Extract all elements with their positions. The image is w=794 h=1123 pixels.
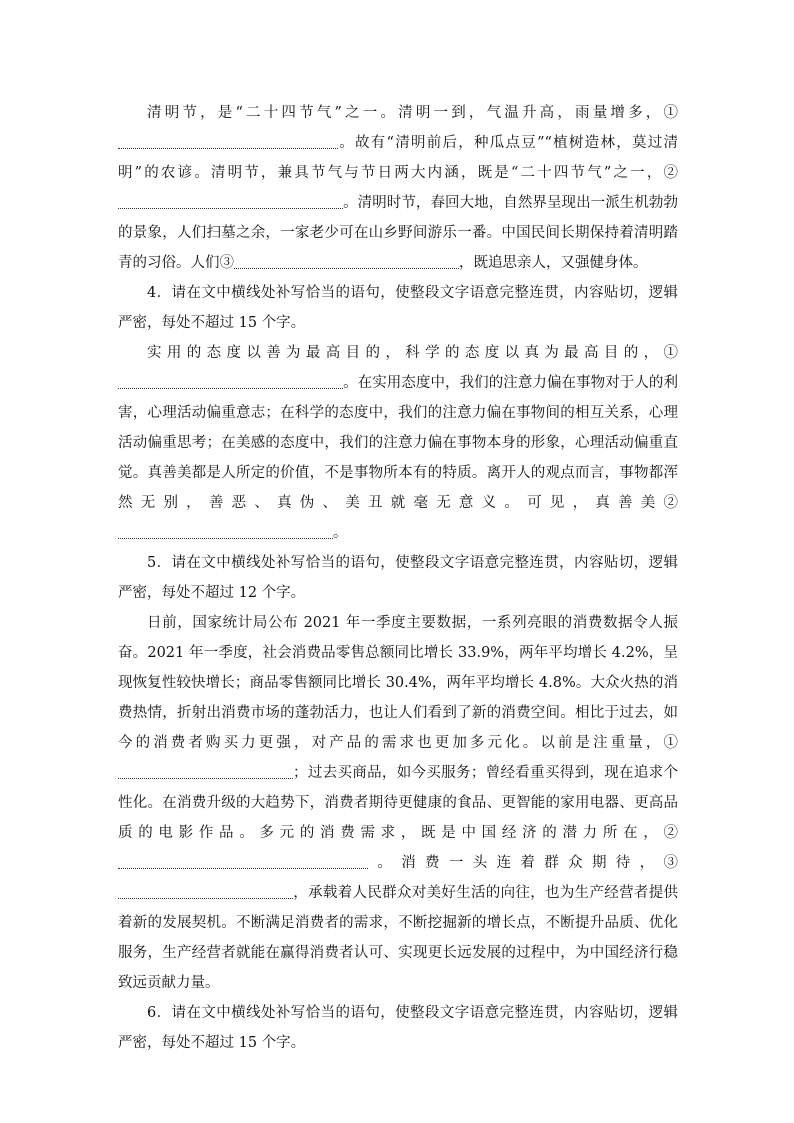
answer-blank-3[interactable] [234,250,459,269]
passage-text: 。 [333,525,348,541]
passage-qingming [118,98,678,278]
blank-marker: ③ [663,855,678,871]
document-page [118,98,678,1058]
passage-text: 日前，国家统计局公布 2021 年一季度主要数据，一系列亮眼的消费数据令人振奋。2021 年一季度，社会消费品零售总额同比增长 33.9%，两年平均增长 4.2%，呈现恢复性较快增长；商品零售额同比增长 30.4%，两年平均增长 4.8%。大众火热的消费热情，折射出消费市场的蓬勃活力，也让人们看到了新的消费空间。相比于过去，如今的消费者购买力更强，对产品的需求也更加多元化。以前是注重量， [118,615,678,751]
passage-text: 。消费一头连着群众期待， [368,855,664,871]
blank-marker: ① [663,735,678,751]
blank-marker: ① [663,345,678,361]
passage-text: 。在实用态度中，我们的注意力偏在事物对于人的利害，心理活动偏重意志；在科学的态度中，我们的注意力偏在事物间的相互关系，心理活动偏重思考；在美感的态度中，我们的注意力偏在事物本身的形象，心理活动偏重直觉。真善美都是人所定的价值，不是事物所本有的特质。离开人的观点而言，事物都浑然无别，善恶、真伪、美丑就毫无意义。可见，真善美 [118,375,678,511]
question-5: 5．请在文中横线处补写恰当的语句，使整段文字语意完整连贯，内容贴切，逻辑严密，每处不超过 12 个字。 [118,555,678,601]
blank-marker: ② [663,495,678,511]
answer-blank-2[interactable] [118,850,368,869]
blank-marker: ③ [219,255,234,271]
question-4: 4．请在文中横线处补写恰当的语句，使整段文字语意完整连贯，内容贴切，逻辑严密，每处不超过 15 个字。 [118,285,678,331]
passage-text: ，既追思亲人，又强健身体。 [459,255,648,271]
passage-text: 。故有“清明前后，种瓜点豆”“植树造林，莫过清明”的农谚。清明节，兼具节气与节日两大内涵，既是“二十四节气”之一， [118,135,678,181]
answer-blank-1[interactable] [118,370,343,389]
passage-consumption [118,608,678,998]
question-6: 6．请在文中横线处补写恰当的语句，使整段文字语意完整连贯，内容贴切，逻辑严密，每处不超过 15 个字。 [118,1005,678,1051]
passage-attitude [118,338,678,548]
blank-marker: ② [663,825,678,841]
blank-marker: ① [663,105,678,121]
answer-blank-3[interactable] [118,880,293,899]
answer-blank-1[interactable] [118,130,338,149]
passage-text: 实用的态度以善为最高目的，科学的态度以真为最高目的， [147,345,664,361]
passage-text: ；过去买商品，如今买服务；曾经看重买得到，现在追求个性化。在消费升级的大趋势下，消费者期待更健康的食品、更智能的家用电器、更高品质的电影作品。多元的消费需求，既是中国经济的潜力所在， [118,765,678,841]
answer-blank-2[interactable] [118,190,343,209]
answer-blank-2[interactable] [118,520,333,539]
passage-text: ，承载着人民群众对美好生活的向往，也为生产经营者提供着新的发展契机。不断满足消费者的需求，不断挖掘新的增长点，不断提升品质、优化服务，生产经营者就能在赢得消费者认可、实现更长远发展的过程中，为中国经济行稳致远贡献力量。 [118,885,678,991]
passage-text: 。清明时节，春回大地，自然界呈现出一派生机勃勃的景象，人们扫墓之余，一家老少可在山乡野间游乐一番。中国民间长期保持着清明踏青的习俗。人们 [118,195,678,271]
answer-blank-1[interactable] [118,760,293,779]
blank-marker: ② [663,165,678,181]
passage-text: 清明节，是“二十四节气”之一。清明一到，气温升高，雨量增多， [147,105,664,121]
